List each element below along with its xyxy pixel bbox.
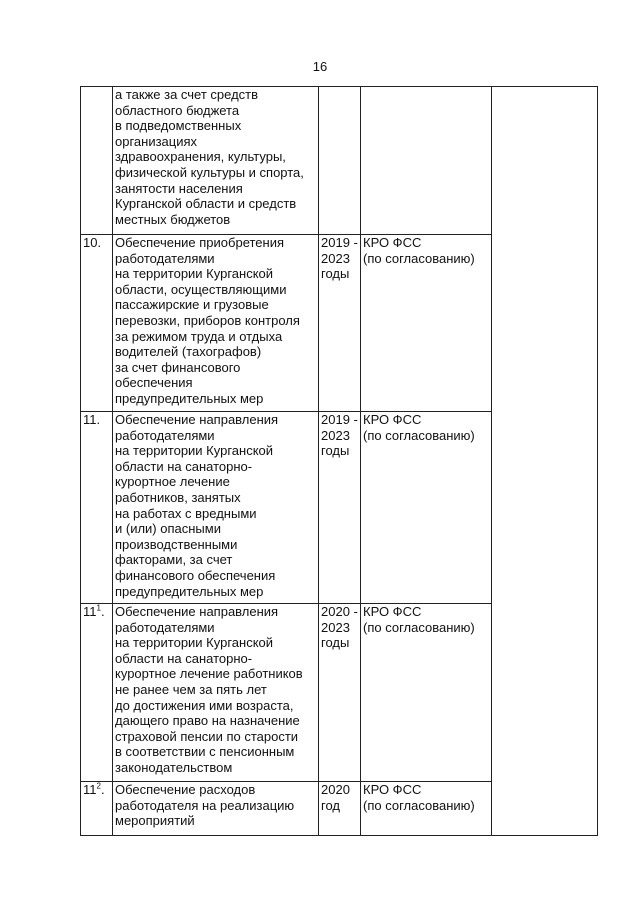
period-cell: [319, 235, 361, 412]
row-number-cell: [81, 235, 113, 412]
period-cell: [319, 604, 361, 782]
measure-text-cell: [113, 782, 319, 836]
measure-text: Обеспечение направления работодателями на территории Курганской области на санаторно- курортное лечение работников, занятых на работах с вредными и (или) опасными производственными факторами, за счет финансового обеспечения предупредительных мер: [115, 412, 279, 599]
row-number-suffix: .: [100, 782, 105, 797]
measure-text-cell: [113, 87, 319, 235]
measure-text: Обеспечение приобретения работодателями на территории Курганской области, осуществляющими пассажирские и грузовые перевозки, приборов контроля за режимом труда и отдыха водителей (тахографов) за счет финансового обеспечения предупредительных мер: [115, 235, 300, 406]
measure-text: Обеспечение расходов работодателя на реализацию мероприятий: [115, 782, 295, 829]
executor-cell: [361, 412, 492, 604]
row-number-cell: [81, 604, 113, 782]
row-number: 11: [83, 782, 97, 797]
executor-cell: [361, 87, 492, 235]
row-number-suffix: .: [100, 604, 105, 619]
row-number-cell: [81, 782, 113, 836]
period-cell: [319, 412, 361, 604]
measure-text: а также за счет средств областного бюджета в подведомственных организациях здравоохранения, культуры, физической культуры и спорта, занятости населения Курганской области и средств местных бюджетов: [115, 87, 304, 227]
result-cell: [492, 87, 598, 836]
page-number: 16: [312, 59, 328, 74]
table-row: [81, 87, 598, 235]
executor-text: КРО ФСС (по согласованию): [363, 412, 475, 443]
period-text: 2019 - 2023 годы: [321, 412, 358, 459]
executor-text: КРО ФСС (по согласованию): [363, 782, 475, 813]
measures-table: [80, 86, 598, 836]
period-cell: [319, 782, 361, 836]
period-text: 2020 год: [321, 782, 350, 813]
executor-cell: [361, 782, 492, 836]
executor-cell: [361, 604, 492, 782]
row-number-cell: [81, 87, 113, 235]
measure-text-cell: [113, 412, 319, 604]
measure-text-cell: [113, 604, 319, 782]
row-number: 11: [83, 604, 97, 619]
row-number-cell: [81, 412, 113, 604]
executor-text: КРО ФСС (по согласованию): [363, 235, 475, 266]
row-number: 10.: [83, 235, 102, 250]
row-number: 11.: [83, 412, 101, 427]
measure-text: Обеспечение направления работодателями на территории Курганской области на санаторно- курортное лечение работников не ранее чем за пять лет до достижения ими возраста, дающего право на назначение страховой пенсии по старости в соответствии с пенсионным законодательством: [115, 604, 303, 775]
period-cell: [319, 87, 361, 235]
executor-cell: [361, 235, 492, 412]
row-number-superscript: 2: [96, 781, 101, 791]
measure-text-cell: [113, 235, 319, 412]
executor-text: КРО ФСС (по согласованию): [363, 604, 475, 635]
row-number-superscript: 1: [96, 603, 101, 613]
period-text: 2020 - 2023 годы: [321, 604, 358, 651]
period-text: 2019 - 2023 годы: [321, 235, 358, 282]
